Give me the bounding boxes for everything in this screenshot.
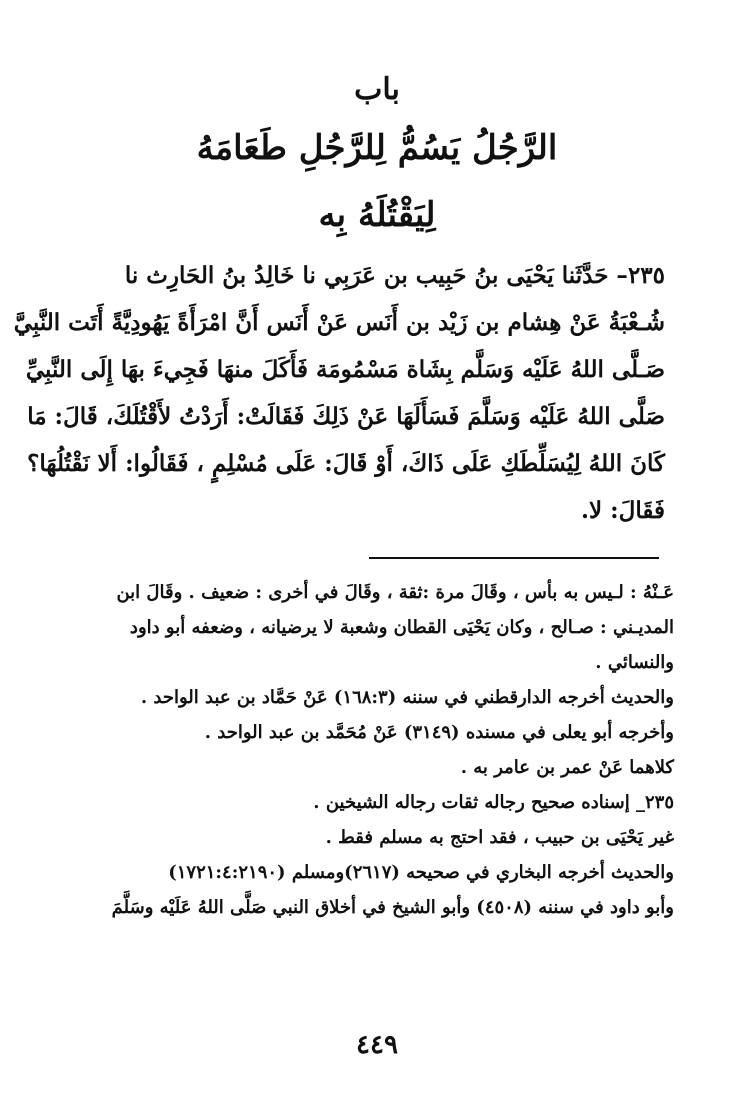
footnote-line: والنسائي . [595,652,674,673]
footnote-line: المديـني : صـالح ، وكان يَحْيَى القطان وشعبة لا يرضيانه ، وضعفه أبو داود [129,617,674,638]
hadith-line: صَلَّى اللهُ عَلَيْه وَسَلَّمَ فَسَأَلَهَا عَنْ ذَلِكَ فَقَالَتْ: أَرَدْتُ لأَقْتُلَكَ، قَالَ: مَا [27,403,665,430]
hadith-line: كَانَ اللهُ لِيُسَلِّطَكِ عَلَى ذَاكَ، أَوْ قَالَ: عَلَى مُسْلِمٍ ، فَقَالُوا: أَلا نَقْتُلُهَا؟ [27,450,665,477]
footnote-line: وأخرجه أبو يعلى في مسنده (٣١٤٩) عَنْ مُحَمَّد بن عبد الواحد . [204,722,674,743]
page-number: ٤٤٩ [356,1030,398,1060]
footnote-line: وأبو داود في سننه (٤٥٠٨) وأبو الشيخ في أخلاق النبي صَلَّى اللهُ عَلَيْه وسَلَّمَ [111,897,674,918]
hadith-line: صَـلَّى اللهُ عَلَيْه وَسَلَّم بِشَاة مَسْمُومَة فَأَكَلَ منهَا فَجِيءَ بهَا إِلَى النَّبِيِّ [25,356,665,383]
chapter-label: باب [354,72,400,107]
footnote-divider [369,557,659,559]
chapter-title-line-2: لِيَقْتُلَهُ بِه [318,195,436,235]
hadith-line: شُـعْبَةُ عَنْ هِشام بن زَيْد بن أَنَس عَنْ أَنَس أَنَّ امْرَأَةً يَهُودِيَّةً أَتَت النَّبِيَّ [13,309,665,336]
chapter-title-line-1: الرَّجُلُ يَسُمُّ لِلرَّجُلِ طَعَامَهُ [196,128,558,168]
footnotes [92,575,674,925]
hadith-line: ٢٣٥– حَدَّثَنا يَحْيَى بنُ حَبِيب بن عَرَبِي نا خَالِدُ بنُ الحَارِث نا [124,262,665,289]
footnote-line: والحديث أخرجه الدارقطني في سننه (١٦٨:٣) عَنْ حَمَّاد بن عبد الواحد . [140,687,674,708]
footnote-line: والحديث أخرجه البخاري في صحيحه (٢٦١٧)ومسلم (١٧٢١:٤:٢١٩٠) [168,862,674,883]
footnote-line: غير يَحْيَى بن حبيب ، فقد احتج به مسلم فقط . [325,827,674,848]
hadith-text [13,252,665,534]
footnote-line: ٢٣٥_ إسناده صحيح رجاله ثقات رجاله الشيخين . [313,792,674,813]
footnote-line: عَـنْهُ : لـيس به بأس ، وقَالَ مرة :ثقة ، وقَالَ في أخرى : ضعيف . وقَالَ ابن [116,582,674,603]
hadith-line: فَقَالَ: لا. [581,497,665,524]
footnote-line: كلاهما عَنْ عمر بن عامر به . [460,757,674,778]
